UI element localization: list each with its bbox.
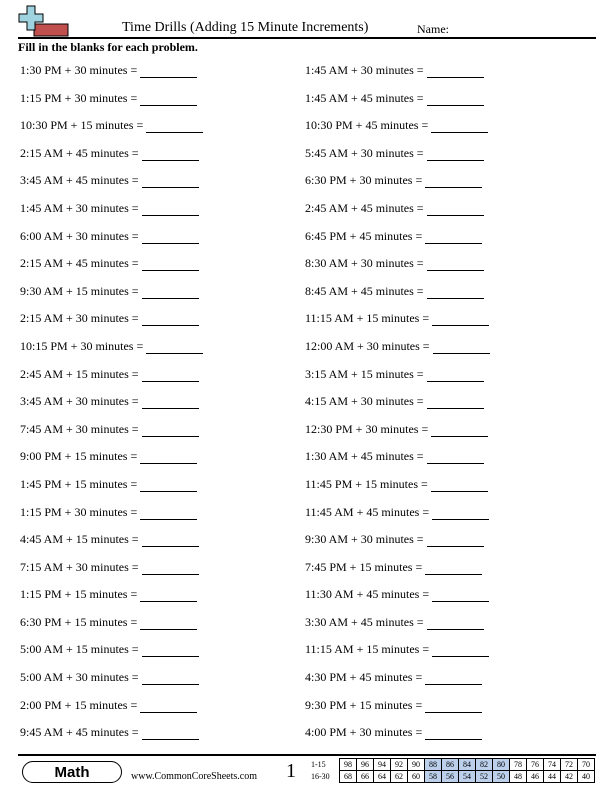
answer-blank[interactable] [433,340,490,354]
problem-text: 11:45 AM + 45 minutes = [305,504,430,519]
problem-text: 12:30 PM + 30 minutes = [305,421,429,436]
problem-text: 5:00 AM + 15 minutes = [20,642,139,657]
problem-text: 1:45 PM + 15 minutes = [20,476,138,491]
problem-left-10 [20,311,199,326]
problem-right-11 [305,339,490,354]
score-cell: 98 [340,759,357,771]
problem-text: 2:15 AM + 45 minutes = [20,145,139,160]
score-cell: 90 [408,759,425,771]
score-cell: 52 [476,771,493,783]
problem-right-5 [305,173,482,188]
answer-blank[interactable] [146,340,203,354]
problem-row [0,666,612,694]
problem-left-9 [20,284,199,299]
problem-text: 12:00 AM + 30 minutes = [305,338,430,353]
problem-row [0,611,612,639]
problem-row [0,280,612,308]
problem-text: 7:15 AM + 30 minutes = [20,559,139,574]
problem-text: 4:30 PM + 45 minutes = [305,670,423,685]
problem-left-23 [20,670,199,685]
problem-row [0,335,612,363]
problem-left-3 [20,118,203,133]
answer-blank[interactable] [432,506,489,520]
problem-text: 11:15 AM + 15 minutes = [305,642,430,657]
answer-blank[interactable] [425,699,482,713]
problem-text: 2:45 AM + 15 minutes = [20,366,139,381]
problem-text: 2:15 AM + 45 minutes = [20,256,139,271]
answer-blank[interactable] [142,395,199,409]
problem-left-14 [20,422,199,437]
problem-right-16 [305,477,488,492]
score-cell: 96 [357,759,374,771]
problem-left-25 [20,725,199,740]
problem-text: 11:45 PM + 15 minutes = [305,476,428,491]
problem-left-8 [20,256,199,271]
answer-blank[interactable] [427,257,484,271]
answer-blank[interactable] [142,671,199,685]
problem-row [0,87,612,115]
problem-text: 9:30 AM + 30 minutes = [305,532,424,547]
score-cell: 48 [510,771,527,783]
problem-text: 6:30 PM + 30 minutes = [305,173,423,188]
problem-list [0,59,612,749]
problem-row [0,583,612,611]
problem-text: 9:45 AM + 45 minutes = [20,725,139,740]
problem-row [0,114,612,142]
problem-row [0,721,612,749]
score-cell: 80 [493,759,510,771]
problem-text: 6:45 PM + 45 minutes = [305,228,423,243]
problem-text: 1:45 AM + 45 minutes = [305,90,424,105]
problem-right-18 [305,532,484,547]
score-cell: 76 [527,759,544,771]
problem-text: 5:45 AM + 30 minutes = [305,145,424,160]
score-cell: 46 [527,771,544,783]
answer-blank[interactable] [142,312,199,326]
answer-blank[interactable] [140,588,197,602]
problem-text: 2:45 AM + 45 minutes = [305,200,424,215]
problem-left-15 [20,449,197,464]
problem-text: 5:00 AM + 30 minutes = [20,670,139,685]
answer-blank[interactable] [425,726,482,740]
score-range-label: 16-30 [311,772,330,781]
score-cell: 88 [425,759,442,771]
answer-blank[interactable] [142,643,199,657]
problem-right-15 [305,449,484,464]
problem-row [0,528,612,556]
problem-right-12 [305,367,484,382]
problem-text: 2:15 AM + 30 minutes = [20,311,139,326]
answer-blank[interactable] [146,119,203,133]
score-cell: 40 [578,771,595,783]
problem-text: 7:45 AM + 30 minutes = [20,421,139,436]
answer-blank[interactable] [142,368,199,382]
worksheet-title: Time Drills (Adding 15 Minute Increments) [122,20,369,35]
score-cell: 66 [357,771,374,783]
problem-left-19 [20,560,199,575]
answer-blank[interactable] [427,92,484,106]
problem-left-11 [20,339,203,354]
answer-blank[interactable] [427,395,484,409]
problem-left-18 [20,532,199,547]
problem-text: 4:45 AM + 15 minutes = [20,532,139,547]
score-cell: 94 [374,759,391,771]
problem-left-13 [20,394,199,409]
problem-right-23 [305,670,482,685]
problem-row [0,501,612,529]
answer-blank[interactable] [142,174,199,188]
problem-left-16 [20,477,197,492]
score-cell: 54 [459,771,476,783]
score-cell: 72 [561,759,578,771]
problem-right-25 [305,725,482,740]
problem-right-1 [305,63,484,78]
problem-right-20 [305,587,489,602]
score-cell: 42 [561,771,578,783]
score-cell: 44 [544,771,561,783]
problem-right-17 [305,505,489,520]
answer-blank[interactable] [427,368,484,382]
problem-text: 3:15 AM + 15 minutes = [305,366,424,381]
problem-text: 10:30 PM + 45 minutes = [305,118,429,133]
answer-blank[interactable] [140,616,197,630]
answer-blank[interactable] [142,423,199,437]
problem-text: 1:15 PM + 30 minutes = [20,90,138,105]
score-cell: 84 [459,759,476,771]
answer-blank[interactable] [425,561,482,575]
problem-right-19 [305,560,482,575]
problem-text: 7:45 PM + 15 minutes = [305,559,423,574]
answer-blank[interactable] [431,423,488,437]
problem-text: 3:45 AM + 45 minutes = [20,173,139,188]
problem-right-21 [305,615,484,630]
problem-left-24 [20,698,197,713]
answer-blank[interactable] [142,726,199,740]
problem-right-14 [305,422,488,437]
problem-text: 8:30 AM + 30 minutes = [305,256,424,271]
name-label: Name: [417,22,449,36]
problem-text: 1:30 PM + 30 minutes = [20,63,138,77]
problem-text: 1:15 PM + 15 minutes = [20,587,138,602]
score-cell: 56 [442,771,459,783]
score-range-label: 1-15 [311,760,326,769]
problem-row [0,307,612,335]
problem-row [0,142,612,170]
problem-right-7 [305,229,482,244]
problem-left-5 [20,173,199,188]
problem-text: 10:30 PM + 15 minutes = [20,118,144,133]
score-cell: 58 [425,771,442,783]
problem-left-1 [20,63,197,78]
problem-row [0,473,612,501]
answer-blank[interactable] [140,699,197,713]
score-cell: 92 [391,759,408,771]
problem-right-3 [305,118,488,133]
score-cell: 78 [510,759,527,771]
problem-right-8 [305,256,484,271]
score-cell: 86 [442,759,459,771]
problem-text: 9:30 AM + 15 minutes = [20,283,139,298]
score-cell: 62 [391,771,408,783]
answer-blank[interactable] [432,312,489,326]
problem-text: 10:15 PM + 30 minutes = [20,338,144,353]
answer-blank[interactable] [427,147,484,161]
problem-text: 3:45 AM + 30 minutes = [20,394,139,409]
problem-left-7 [20,229,199,244]
answer-blank[interactable] [140,478,197,492]
score-cell: 64 [374,771,391,783]
score-row [311,771,595,783]
answer-blank[interactable] [425,671,482,685]
answer-blank[interactable] [427,450,484,464]
answer-blank[interactable] [432,588,489,602]
problem-right-4 [305,146,484,161]
problem-left-12 [20,367,199,382]
problem-left-21 [20,615,197,630]
score-cell: 68 [340,771,357,783]
subject-badge: Math [22,761,122,783]
answer-blank[interactable] [425,230,482,244]
answer-blank[interactable] [142,561,199,575]
answer-blank[interactable] [425,174,482,188]
answer-blank[interactable] [142,533,199,547]
problem-text: 4:00 PM + 30 minutes = [305,725,423,740]
answer-blank[interactable] [142,257,199,271]
problem-row [0,638,612,666]
problem-text: 2:00 PM + 15 minutes = [20,697,138,712]
answer-blank[interactable] [142,147,199,161]
problem-text: 1:45 AM + 30 minutes = [20,200,139,215]
answer-blank[interactable] [432,643,489,657]
problem-left-20 [20,587,197,602]
problem-row [0,59,612,87]
answer-blank[interactable] [142,285,199,299]
problem-text: 9:30 PM + 15 minutes = [305,697,423,712]
problem-text: 9:00 PM + 15 minutes = [20,449,138,464]
problem-right-24 [305,698,482,713]
problem-text: 4:15 AM + 30 minutes = [305,394,424,409]
website-url: www.CommonCoreSheets.com [131,771,258,782]
answer-blank[interactable] [431,119,488,133]
instructions: Fill in the blanks for each problem. [18,40,198,54]
problem-row [0,694,612,722]
problem-right-10 [305,311,489,326]
problem-text: 11:30 AM + 45 minutes = [305,587,430,602]
problem-row [0,445,612,473]
problem-right-9 [305,284,484,299]
problem-row [0,252,612,280]
answer-blank[interactable] [427,64,484,78]
page-number: 1 [286,760,296,782]
problem-text: 1:45 AM + 30 minutes = [305,63,424,77]
problem-left-4 [20,146,199,161]
problem-text: 1:30 AM + 45 minutes = [305,449,424,464]
answer-blank[interactable] [427,285,484,299]
problem-text: 6:00 AM + 30 minutes = [20,228,139,243]
footer-divider [18,754,596,756]
problem-row [0,363,612,391]
problem-left-22 [20,642,199,657]
problem-text: 6:30 PM + 15 minutes = [20,614,138,629]
score-row [311,759,595,771]
header-divider [18,37,596,39]
score-cell: 50 [493,771,510,783]
problem-row [0,197,612,225]
problem-right-22 [305,642,489,657]
answer-blank[interactable] [142,202,199,216]
score-cell: 70 [578,759,595,771]
problem-right-13 [305,394,484,409]
score-cell: 82 [476,759,493,771]
score-table [311,758,595,783]
score-cell: 60 [408,771,425,783]
answer-blank[interactable] [140,450,197,464]
logo-plus-icon [18,4,70,38]
answer-blank[interactable] [140,92,197,106]
answer-blank[interactable] [427,202,484,216]
problem-text: 1:15 PM + 30 minutes = [20,504,138,519]
problem-right-6 [305,201,484,216]
answer-blank[interactable] [431,478,488,492]
score-cell: 74 [544,759,561,771]
problem-row [0,556,612,584]
problem-text: 8:45 AM + 45 minutes = [305,283,424,298]
answer-blank[interactable] [427,533,484,547]
problem-right-2 [305,91,484,106]
answer-blank[interactable] [140,64,197,78]
problem-text: 11:15 AM + 15 minutes = [305,311,430,326]
problem-row [0,390,612,418]
answer-blank[interactable] [427,616,484,630]
answer-blank[interactable] [142,230,199,244]
problem-row [0,225,612,253]
problem-left-17 [20,505,197,520]
problem-row [0,418,612,446]
problem-left-6 [20,201,199,216]
problem-text: 3:30 AM + 45 minutes = [305,614,424,629]
problem-row [0,169,612,197]
answer-blank[interactable] [140,506,197,520]
problem-left-2 [20,91,197,106]
